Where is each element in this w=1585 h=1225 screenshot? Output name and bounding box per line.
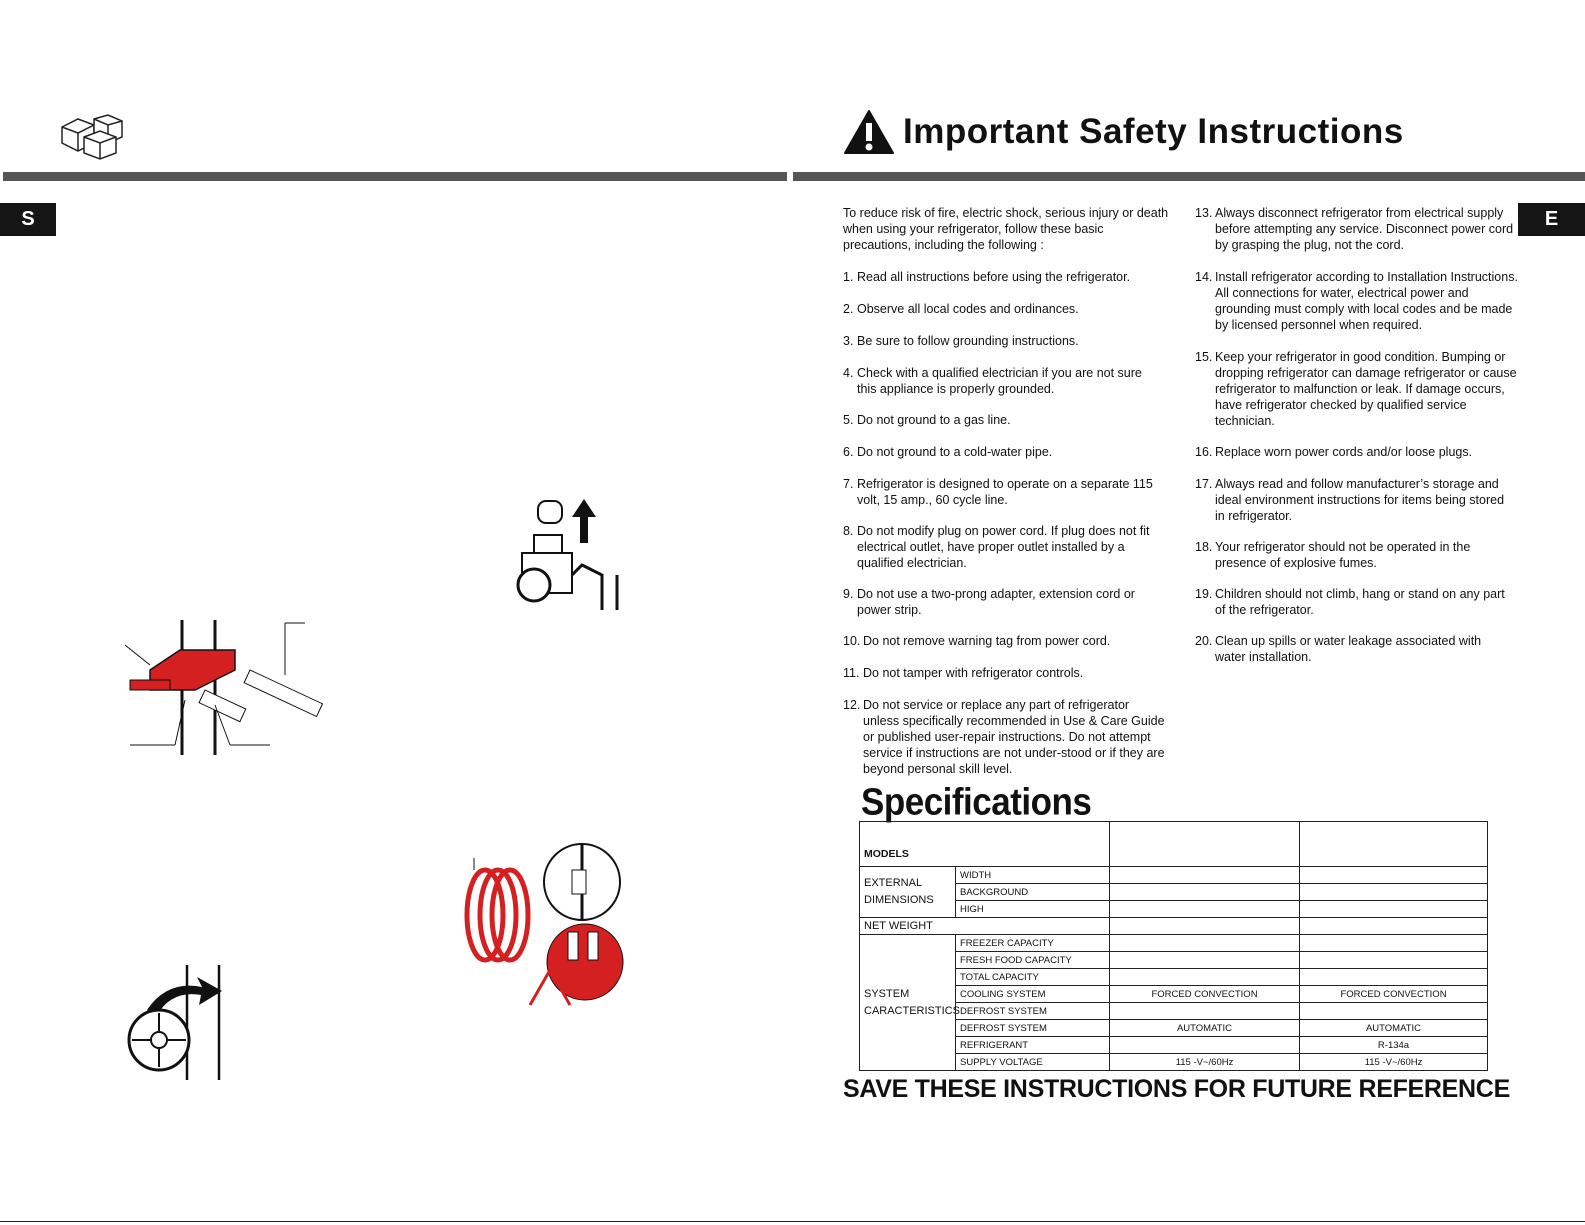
table-row: SYSTEM CARACTERISTICS FREEZER CAPACITY <box>860 935 1488 952</box>
table-row: BACKGROUND <box>860 884 1488 901</box>
safety-item-16: 16. Replace worn power cords and/or loose plugs. <box>1195 445 1473 459</box>
safety-item-12: 12. Do not service or replace any part of refrigerator unless specifically recommended in Use & Care Guide or published user-repair instructions. Do not attempt service if instructions are not under-stood or if they are beyond personal skill level. <box>843 698 1165 776</box>
save-instructions-footer: SAVE THESE INSTRUCTIONS FOR FUTURE REFERENCE <box>843 1075 1510 1103</box>
safety-item-9: 9. Do not use a two-prong adapter, extension cord or power strip. <box>843 587 1135 617</box>
table-row: DEFROST SYSTEM AUTOMATIC AUTOMATIC <box>860 1020 1488 1037</box>
left-header-bar <box>3 172 787 181</box>
water-tubing-illustration <box>460 840 640 1010</box>
right-header-bar <box>793 172 1585 181</box>
specifications-heading: Specifications <box>861 781 1092 824</box>
safety-item-5: 5. Do not ground to a gas line. <box>843 413 1011 427</box>
safety-item-8: 8. Do not modify plug on power cord. If plug does not fit electrical outlet, have proper outlet installed by a qualified electrician. <box>843 524 1150 570</box>
external-dimensions-label: EXTERNAL DIMENSIONS <box>860 867 956 918</box>
warning-triangle-icon <box>843 109 895 155</box>
safety-item-1: 1. Read all instructions before using the refrigerator. <box>843 270 1131 284</box>
table-row: EXTERNAL DIMENSIONS WIDTH <box>860 867 1488 884</box>
shutoff-valve-knob-illustration <box>127 965 237 1085</box>
table-row: FRESH FOOD CAPACITY <box>860 952 1488 969</box>
table-row: TOTAL CAPACITY <box>860 969 1488 986</box>
table-row: DEFROST SYSTEM <box>860 1003 1488 1020</box>
right-page-tab: E <box>1518 203 1585 236</box>
safety-item-13: 13. Always disconnect refrigerator from electrical supply before attempting any service. Disconnect power cord by grasping the plug, not the cord. <box>1195 206 1514 252</box>
table-row: COOLING SYSTEM FORCED CONVECTION FORCED CONVECTION <box>860 986 1488 1003</box>
safety-item-2: 2. Observe all local codes and ordinances. <box>843 302 1079 316</box>
page-title: Important Safety Instructions <box>903 112 1404 151</box>
saddle-valve-illustration <box>120 615 350 760</box>
safety-item-4: 4. Check with a qualified electrician if you are not sure this appliance is properly grounded. <box>843 366 1142 396</box>
page-bottom-rule <box>0 1221 1585 1222</box>
valve-cap-illustration <box>512 495 627 615</box>
models-label: MODELS <box>860 822 1110 867</box>
safety-intro: To reduce risk of fire, electric shock, serious injury or death when using your refrigerator, follow these basic precautions, including the following : <box>843 206 1169 252</box>
safety-item-20: 20. Clean up spills or water leakage associated with water installation. <box>1195 634 1482 664</box>
safety-item-19: 19. Children should not climb, hang or stand on any part of the refrigerator. <box>1195 587 1505 617</box>
safety-item-18: 18. Your refrigerator should not be operated in the presence of explosive fumes. <box>1195 540 1471 570</box>
table-row: HIGH <box>860 901 1488 918</box>
left-page-tab: S <box>0 203 56 236</box>
table-row: REFRIGERANT R-134a <box>860 1037 1488 1054</box>
safety-item-6: 6. Do not ground to a cold-water pipe. <box>843 445 1053 459</box>
safety-item-7: 7. Refrigerator is designed to operate on a separate 115 volt, 15 amp., 60 cycle line. <box>843 477 1153 507</box>
safety-item-17: 17. Always read and follow manufacturer’s storage and ideal environment instructions for items being stored in refrigerator. <box>1195 477 1505 523</box>
safety-item-15: 15. Keep your refrigerator in good condition. Bumping or dropping refrigerator can damage refrigerator or cause refrigerator to malfunction or leak. If damage occurs, have refrigerator checked by qualified service technician. <box>1195 350 1517 428</box>
system-caracteristics-label: SYSTEM CARACTERISTICS <box>860 935 956 1071</box>
safety-item-14: 14. Install refrigerator according to Installation Instructions. All connections for water, electrical power and grounding must comply with local codes and be made by licensed personnel when required. <box>1195 270 1518 332</box>
table-row: NET WEIGHT <box>860 918 1488 935</box>
safety-item-11: 11. Do not tamper with refrigerator controls. <box>843 666 1084 680</box>
safety-item-3: 3. Be sure to follow grounding instructions. <box>843 334 1079 348</box>
table-row <box>860 822 1488 867</box>
specifications-table <box>859 821 1488 1071</box>
table-row: SUPPLY VOLTAGE 115 -V~/60Hz 115 -V~/60Hz <box>860 1054 1488 1071</box>
safety-item-10: 10. Do not remove warning tag from power cord. <box>843 634 1111 648</box>
ice-cubes-icon <box>58 113 130 161</box>
